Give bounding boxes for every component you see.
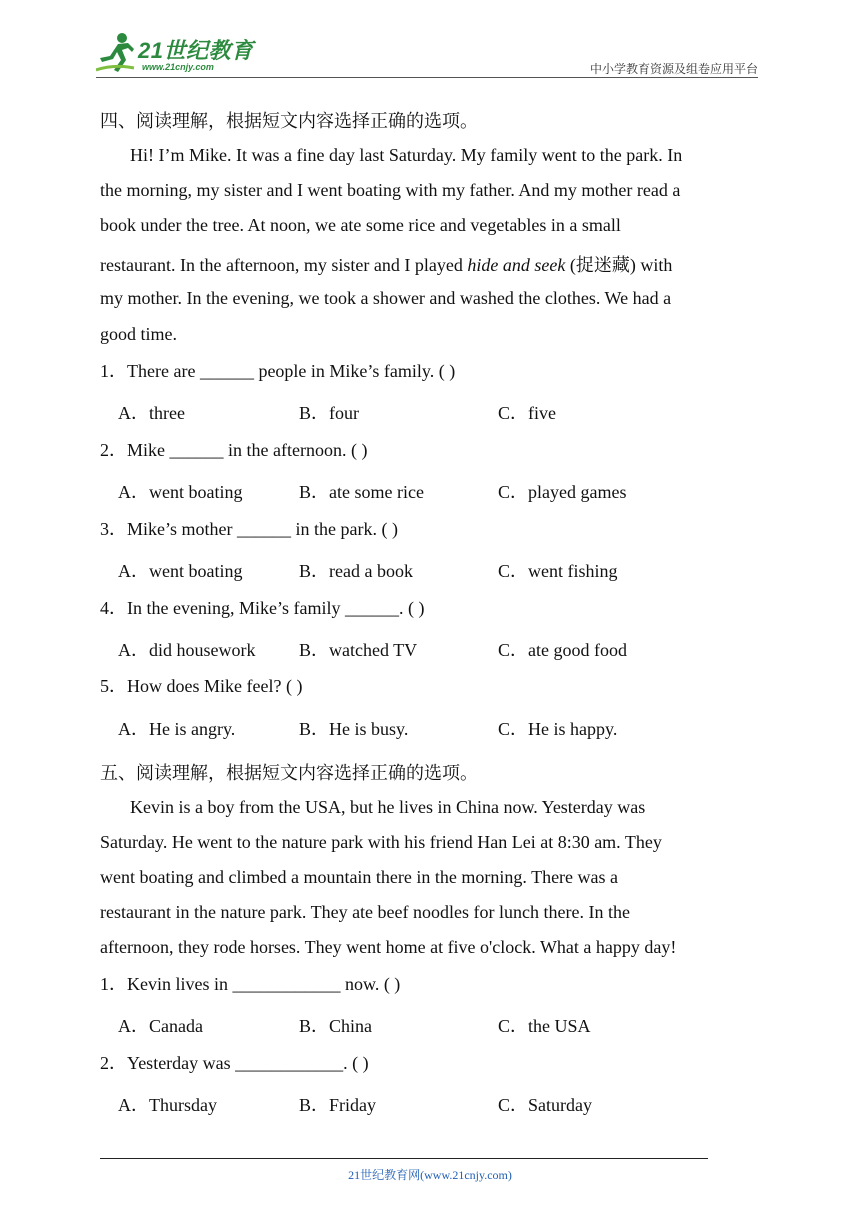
passage-line: Saturday. He went to the nature park with his friend Han Lei at 8:30 am. They [100, 832, 662, 852]
passage-line: afternoon, they rode horses. They went home at five o'clock. What a happy day! [100, 937, 677, 957]
option-a: A．three [118, 403, 185, 423]
logo [96, 32, 266, 76]
passage-line: went boating and climbed a mountain there in the morning. There was a [100, 867, 619, 887]
passage-line [100, 251, 672, 277]
page-header [96, 32, 758, 78]
question: 2．Yesterday was ____________. ( ) [100, 1053, 369, 1073]
logo-url: www.21cnjy.com [142, 62, 214, 72]
passage-line: restaurant in the nature park. They ate beef noodles for lunch there. In the [100, 902, 630, 922]
option-b: B．four [299, 403, 359, 423]
runner-icon [96, 32, 136, 74]
question: 3．Mike’s mother ______ in the park. ( ) [100, 519, 398, 539]
passage-text: (捉迷藏) with [565, 255, 673, 275]
passage-text: restaurant. In the afternoon, my sister and I played [100, 255, 468, 275]
footer-link[interactable]: 21世纪教育网(www.21cnjy.com) [348, 1168, 512, 1182]
option-c: C．played games [498, 482, 627, 502]
section5-title: 五、阅读理解，根据短文内容选择正确的选项。 [100, 763, 478, 783]
passage-line: book under the tree. At noon, we ate some rice and vegetables in a small [100, 215, 621, 235]
question: 4．In the evening, Mike’s family ______. ( ) [100, 598, 425, 618]
question: 1．There are ______ people in Mike’s family. ( ) [100, 361, 456, 381]
question: 1．Kevin lives in ____________ now. ( ) [100, 974, 401, 994]
header-divider [96, 77, 758, 78]
option-a: A．went boating [118, 482, 243, 502]
option-b: B．ate some rice [299, 482, 424, 502]
option-c: C．went fishing [498, 561, 618, 581]
passage-line: Kevin is a boy from the USA, but he lives in China now. Yesterday was [130, 797, 646, 817]
question: 5．How does Mike feel? ( ) [100, 676, 303, 696]
option-c: C．Saturday [498, 1095, 592, 1115]
option-b: B．He is busy. [299, 719, 409, 739]
option-a: A．Canada [118, 1016, 203, 1036]
option-a: A．He is angry. [118, 719, 236, 739]
logo-text: 21世纪教育 [138, 38, 254, 63]
passage-italic: hide and seek [467, 255, 566, 275]
option-a: A．did housework [118, 640, 256, 660]
option-b: B．read a book [299, 561, 413, 581]
footer-divider [100, 1158, 708, 1159]
option-b: B．China [299, 1016, 373, 1036]
option-b: B．Friday [299, 1095, 377, 1115]
option-c: C．He is happy. [498, 719, 618, 739]
option-a: A．went boating [118, 561, 243, 581]
question: 2．Mike ______ in the afternoon. ( ) [100, 440, 368, 460]
option-a: A．Thursday [118, 1095, 217, 1115]
option-c: C．the USA [498, 1016, 591, 1036]
passage-line: my mother. In the evening, we took a shower and washed the clothes. We had a [100, 288, 672, 308]
passage-line: good time. [100, 324, 177, 344]
platform-name: 中小学教育资源及组卷应用平台 [589, 62, 758, 76]
passage-line: Hi! I’m Mike. It was a fine day last Saturday. My family went to the park. In [130, 145, 683, 165]
passage-line: the morning, my sister and I went boating with my father. And my mother read a [100, 180, 681, 200]
section4-title: 四、阅读理解，根据短文内容选择正确的选项。 [100, 111, 478, 131]
option-c: C．five [498, 403, 556, 423]
option-b: B．watched TV [299, 640, 418, 660]
option-c: C．ate good food [498, 640, 627, 660]
